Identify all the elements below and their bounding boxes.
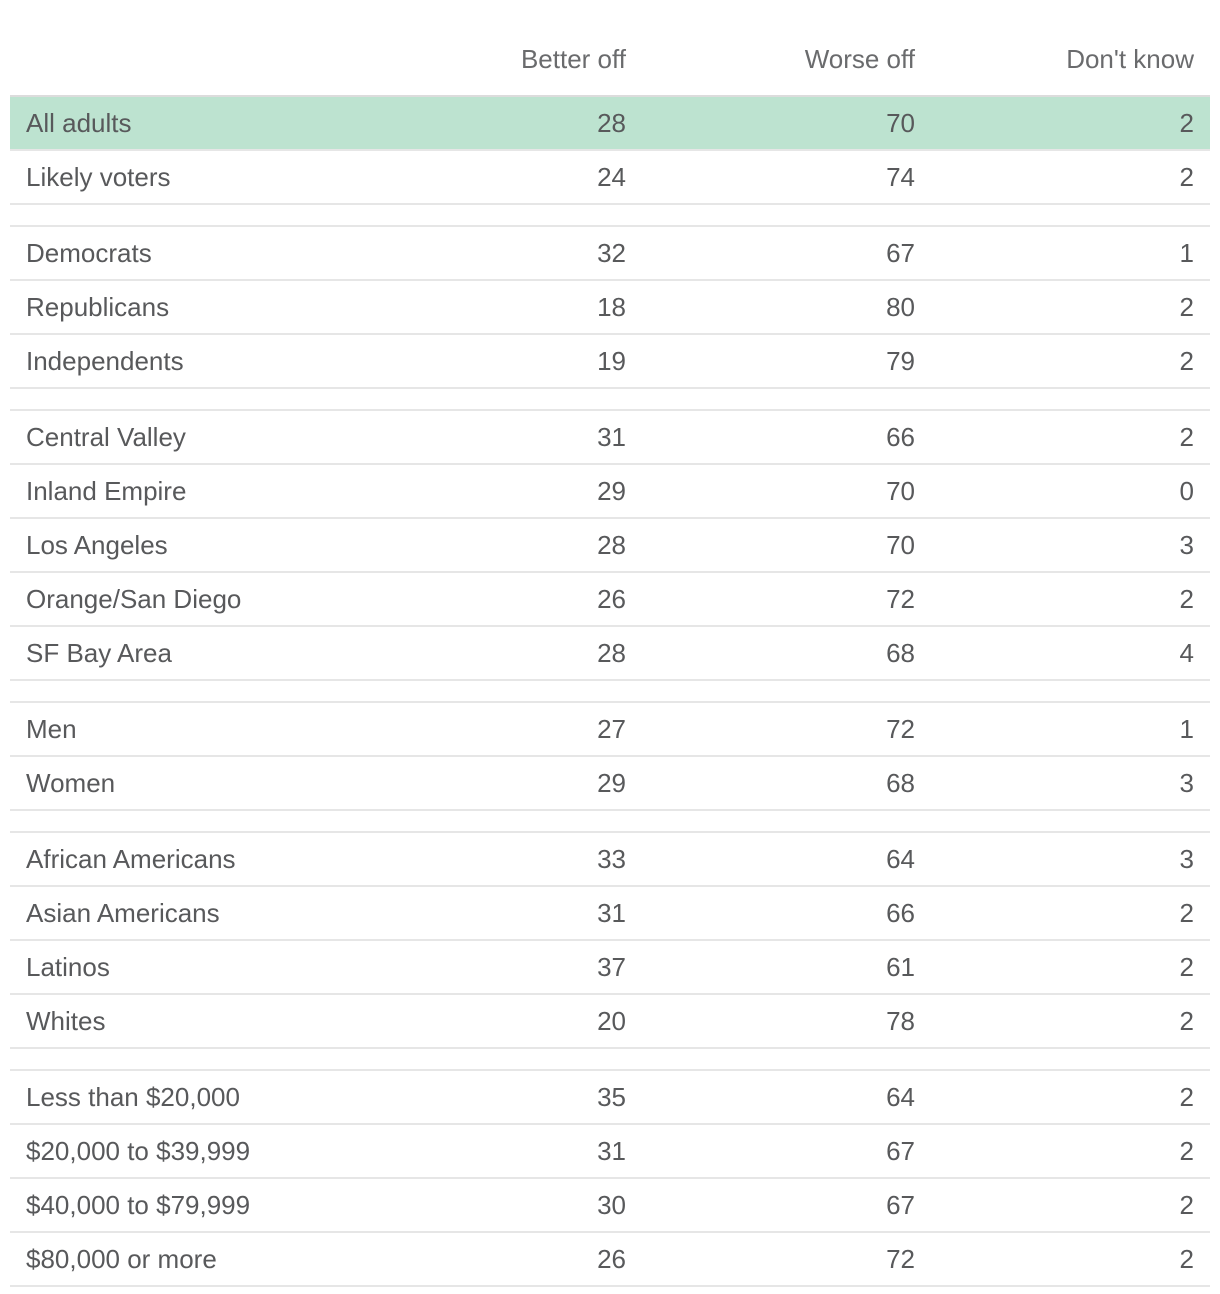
value-better-off: 26: [597, 584, 626, 614]
value-better-off: 28: [597, 530, 626, 560]
value-worse-off: 68: [886, 768, 915, 798]
value-worse-off: 70: [886, 476, 915, 506]
row-label: $20,000 to $39,999: [26, 1136, 251, 1166]
row-label: Less than $20,000: [26, 1082, 240, 1112]
value-better-off: 28: [597, 638, 626, 668]
table-row: [10, 757, 1210, 811]
table-row: [10, 151, 1210, 205]
value-dont-know: 2: [1179, 162, 1194, 192]
value-worse-off: 67: [886, 238, 915, 268]
value-dont-know: 2: [1179, 952, 1194, 982]
table-row: [10, 887, 1210, 941]
value-worse-off: 67: [886, 1190, 915, 1220]
value-dont-know: 2: [1179, 422, 1194, 452]
column-header-worse-off: Worse off: [804, 44, 915, 74]
row-label: Likely voters: [26, 162, 171, 192]
value-dont-know: 2: [1179, 1136, 1194, 1166]
table-row: [10, 995, 1210, 1049]
value-better-off: 31: [597, 422, 626, 452]
row-label: Independents: [26, 346, 184, 376]
value-dont-know: 0: [1179, 476, 1194, 506]
value-dont-know: 2: [1179, 898, 1194, 928]
row-label: Republicans: [26, 292, 170, 322]
column-header-better-off: Better off: [520, 44, 626, 74]
table-row: [10, 831, 1210, 887]
row-label: Whites: [26, 1006, 106, 1036]
table-row: [10, 1233, 1210, 1287]
row-label: Orange/San Diego: [26, 584, 242, 614]
value-better-off: 31: [597, 1136, 626, 1166]
value-worse-off: 64: [886, 1082, 915, 1112]
row-label: All adults: [26, 108, 132, 138]
value-worse-off: 72: [886, 1244, 915, 1274]
data-table: [10, 0, 1210, 1287]
value-better-off: 29: [597, 476, 626, 506]
value-worse-off: 70: [886, 530, 915, 560]
value-better-off: 19: [597, 346, 626, 376]
table-row: [10, 1069, 1210, 1125]
value-dont-know: 1: [1179, 238, 1194, 268]
value-dont-know: 3: [1179, 844, 1194, 874]
value-better-off: 31: [597, 898, 626, 928]
value-dont-know: 2: [1179, 292, 1194, 322]
value-better-off: 20: [597, 1006, 626, 1036]
table-row: [10, 627, 1210, 681]
row-label: Asian Americans: [26, 898, 220, 928]
table-row: [10, 1125, 1210, 1179]
value-better-off: 33: [597, 844, 626, 874]
value-dont-know: 3: [1179, 530, 1194, 560]
value-worse-off: 72: [886, 714, 915, 744]
value-worse-off: 61: [886, 952, 915, 982]
value-worse-off: 72: [886, 584, 915, 614]
row-label: Central Valley: [26, 422, 186, 452]
value-worse-off: 70: [886, 108, 915, 138]
table-row: [10, 465, 1210, 519]
value-dont-know: 2: [1179, 1082, 1194, 1112]
column-header-dont-know: Don't know: [1066, 44, 1194, 74]
row-label: Inland Empire: [26, 476, 187, 506]
table-row: [10, 573, 1210, 627]
value-dont-know: 1: [1179, 714, 1194, 744]
value-better-off: 27: [597, 714, 626, 744]
row-label: $40,000 to $79,999: [26, 1190, 251, 1220]
value-worse-off: 80: [886, 292, 915, 322]
value-dont-know: 2: [1179, 346, 1194, 376]
value-worse-off: 79: [886, 346, 915, 376]
table-row: [10, 335, 1210, 389]
table-row: [10, 97, 1210, 151]
value-worse-off: 78: [886, 1006, 915, 1036]
value-dont-know: 2: [1179, 108, 1194, 138]
value-better-off: 26: [597, 1244, 626, 1274]
row-label: Democrats: [26, 238, 152, 268]
value-worse-off: 66: [886, 898, 915, 928]
value-dont-know: 2: [1179, 584, 1194, 614]
value-dont-know: 2: [1179, 1006, 1194, 1036]
row-label: Latinos: [26, 952, 110, 982]
row-label: Men: [26, 714, 77, 744]
row-label: Los Angeles: [26, 530, 168, 560]
value-dont-know: 2: [1179, 1244, 1194, 1274]
value-better-off: 18: [597, 292, 626, 322]
value-better-off: 30: [597, 1190, 626, 1220]
table-row: [10, 281, 1210, 335]
value-worse-off: 74: [886, 162, 915, 192]
value-better-off: 29: [597, 768, 626, 798]
table-row: [10, 1179, 1210, 1233]
table-row: [10, 409, 1210, 465]
row-label: SF Bay Area: [26, 638, 172, 668]
row-label: $80,000 or more: [26, 1244, 217, 1274]
value-better-off: 32: [597, 238, 626, 268]
row-label: African Americans: [26, 844, 236, 874]
value-dont-know: 4: [1179, 638, 1194, 668]
row-label: Women: [26, 768, 116, 798]
table-body: [10, 97, 1210, 1287]
value-worse-off: 64: [886, 844, 915, 874]
value-better-off: 35: [597, 1082, 626, 1112]
value-better-off: 37: [597, 952, 626, 982]
value-worse-off: 67: [886, 1136, 915, 1166]
table-row: [10, 519, 1210, 573]
table-row: [10, 701, 1210, 757]
value-better-off: 28: [597, 108, 626, 138]
table-header: [10, 0, 1210, 97]
value-dont-know: 2: [1179, 1190, 1194, 1220]
table-row: [10, 225, 1210, 281]
value-worse-off: 68: [886, 638, 915, 668]
value-worse-off: 66: [886, 422, 915, 452]
table-row: [10, 941, 1210, 995]
value-better-off: 24: [597, 162, 626, 192]
value-dont-know: 3: [1179, 768, 1194, 798]
